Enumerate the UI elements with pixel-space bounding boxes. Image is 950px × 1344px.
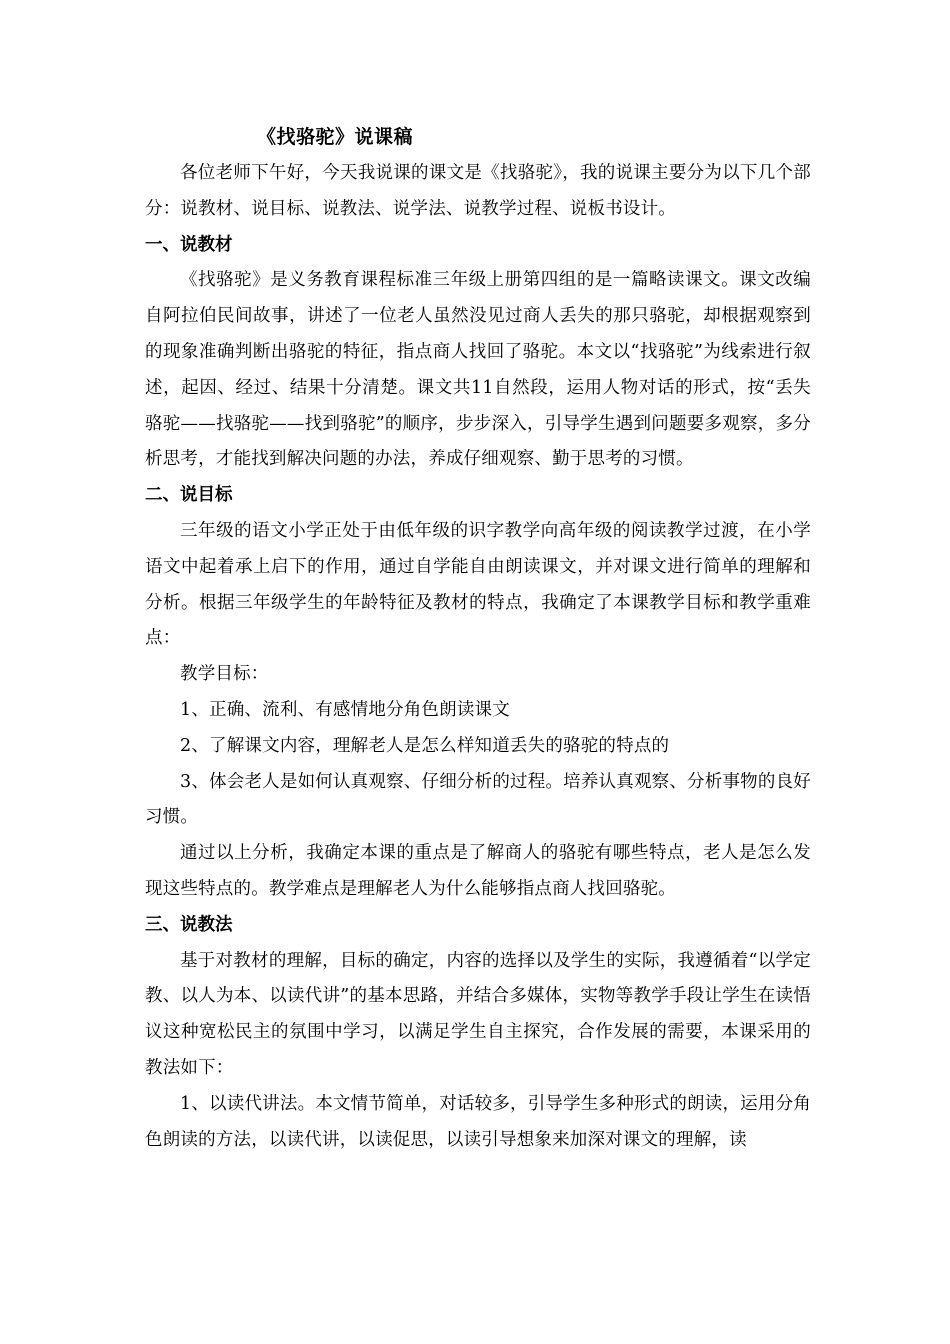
document-page <box>145 118 811 1158</box>
intro-paragraph: 各位老师下午好，今天我说课的课文是《找骆驼》，我的说课主要分为以下几个部分：说教材、说目标、说教法、说学法、说教学过程、说板书设计。 <box>145 163 811 219</box>
objective-item-3: 3、体会老人是如何认真观察、仔细分析的过程。培养认真观察、分析事物的良好习惯。 <box>145 771 811 828</box>
methods-item-1: 1、以读代讲法。本文情节简单，对话较多，引导学生多种形式的朗读，运用分角色朗读的方法，以读代讲，以读促思，以读引导想象来加深对课文的理解，读 <box>145 1093 811 1150</box>
objective-item-2: 2、了解课文内容，理解老人是怎么样知道丢失的骆驼的特点的 <box>180 735 670 756</box>
methods-paragraph-1: 基于对教材的理解，目标的确定，内容的选择以及学生的实际，我遵循着“以学定教、以人为本、以读代讲”的基本思路，并结合多媒体，实物等教学手段让学生在读悟议这种宽松民主的氛围中学习，以满足学生自主探究，合作发展的需要，本课采用的教法如下： <box>145 950 811 1078</box>
section-heading-teaching-methods: 三、说教法 <box>145 914 233 935</box>
objective-item-1: 1、正确、流利、有感情地分角色朗读课文 <box>180 699 510 720</box>
objectives-label: 教学目标： <box>180 664 269 685</box>
document-title: 《找骆驼》说课稿 <box>257 126 414 148</box>
textbook-paragraph-1: 《找骆驼》是义务教育课程标准三年级上册第四组的是一篇略读课文。课文改编自阿拉伯民间故事，讲述了一位老人虽然没见过商人丢失的那只骆驼，却根据观察到的现象准确判断出骆驼的特征，指点商人找回了骆驼。本文以“找骆驼”为线索进行叙述，起因、经过、结果十分清楚。课文共11自然段，运用人物对话的形式，按“丢失骆驼——找骆驼——找到骆驼”的顺序，步步深入，引导学生遇到问题要多观察，多分析思考，才能找到解决问题的办法，养成仔细观察、勤于思考的习惯。 <box>145 270 811 470</box>
objectives-paragraph-1: 三年级的语文小学正处于由低年级的识字教学向高年级的阅读教学过渡，在小学语文中起着承上启下的作用，通过自学能自由朗读课文，并对课文进行简单的理解和分析。根据三年级学生的年龄特征及教材的特点，我确定了本课教学目标和教学重难点： <box>145 520 811 649</box>
objectives-summary: 通过以上分析，我确定本课的重点是了解商人的骆驼有哪些特点，老人是怎么发现这些特点的。教学难点是理解老人为什么能够指点商人找回骆驼。 <box>145 843 811 899</box>
section-heading-objectives: 二、说目标 <box>145 485 233 506</box>
section-heading-textbook: 一、说教材 <box>145 234 233 255</box>
